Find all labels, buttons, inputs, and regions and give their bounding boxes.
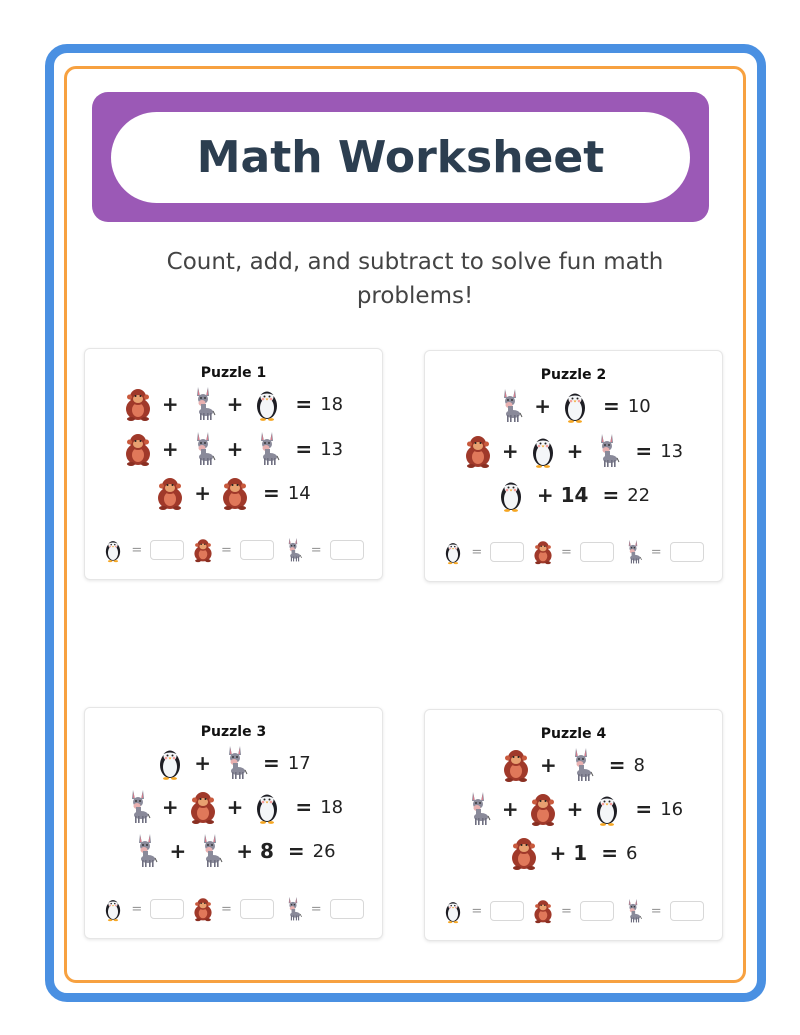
answer-item-monkey: [533, 898, 614, 924]
donkey-icon: [124, 789, 152, 825]
puzzle-card-2: [424, 350, 723, 582]
monkey-icon: [529, 791, 557, 827]
equation-row: [425, 833, 722, 873]
plus-operator: +: [161, 437, 179, 461]
monkey-icon: [533, 539, 553, 565]
equals-sign: =: [221, 542, 232, 558]
equation-result: 13: [320, 438, 344, 460]
plus-operator: +: [226, 795, 244, 819]
donkey-icon: [567, 747, 595, 783]
answer-input-monkey[interactable]: [580, 542, 614, 562]
equation-row: [85, 384, 382, 424]
answer-row: [85, 894, 382, 924]
penguin-icon: [529, 433, 557, 469]
plus-operator: +: [501, 797, 519, 821]
answer-item-penguin: [103, 896, 184, 922]
equation-row: [425, 745, 722, 785]
equals-sign: =: [561, 903, 572, 919]
equals-sign: =: [310, 901, 322, 917]
answer-input-donkey[interactable]: [670, 901, 704, 921]
puzzle-title: Puzzle 2: [540, 367, 607, 383]
answer-item-monkey: [533, 539, 614, 565]
plus-operator: +: [501, 439, 519, 463]
plus-operator: +: [169, 839, 187, 863]
constant-term: + 14: [536, 483, 589, 507]
puzzle-title: Puzzle 4: [540, 726, 607, 742]
equation-result: 8: [633, 754, 645, 776]
answer-item-donkey: [623, 898, 704, 924]
equation-result: 22: [627, 484, 651, 506]
equation-result: 14: [287, 482, 311, 504]
donkey-icon: [496, 388, 524, 424]
equals-sign: =: [635, 439, 653, 463]
equals-sign: =: [471, 544, 483, 560]
equation-row: [85, 831, 382, 871]
puzzle-card-1: [84, 348, 383, 580]
penguin-icon: [253, 386, 281, 422]
monkey-icon: [502, 747, 530, 783]
equation-row: [425, 475, 722, 515]
answer-item-donkey: [283, 537, 364, 563]
plus-operator: +: [194, 751, 212, 775]
equation-row: [425, 386, 722, 426]
equals-sign: =: [471, 903, 483, 919]
puzzle-title: Puzzle 1: [200, 365, 267, 381]
equals-sign: =: [263, 751, 280, 775]
title-pill: [111, 112, 690, 203]
penguin-icon: [497, 477, 525, 513]
answer-item-donkey: [283, 896, 364, 922]
plus-operator: +: [194, 481, 212, 505]
monkey-icon: [464, 433, 492, 469]
equation-result: 10: [627, 395, 651, 417]
page-subtitle: Count, add, and subtract to solve fun math problems!: [166, 249, 664, 309]
equals-sign: =: [635, 797, 653, 821]
constant-term: + 1: [549, 841, 588, 865]
equals-sign: =: [131, 542, 143, 558]
donkey-icon: [623, 539, 643, 565]
penguin-icon: [103, 537, 123, 563]
equals-sign: =: [650, 903, 662, 919]
equation-result: 16: [660, 798, 684, 820]
equals-sign: =: [608, 753, 626, 777]
donkey-icon: [221, 745, 249, 781]
monkey-icon: [510, 835, 538, 871]
monkey-icon: [193, 537, 213, 563]
equals-sign: =: [287, 839, 305, 863]
equals-sign: =: [603, 394, 620, 418]
penguin-icon: [443, 898, 463, 924]
penguin-icon: [253, 789, 281, 825]
answer-input-penguin[interactable]: [490, 901, 524, 921]
monkey-icon: [156, 475, 184, 511]
plus-operator: +: [540, 753, 557, 777]
answer-row: [425, 896, 722, 926]
puzzle-card-3: [84, 707, 383, 939]
equals-sign: =: [295, 392, 313, 416]
equation-result: 18: [320, 796, 344, 818]
equation-row: [85, 787, 382, 827]
plus-operator: +: [161, 392, 179, 416]
monkey-icon: [221, 475, 249, 511]
donkey-icon: [283, 537, 303, 563]
plus-operator: +: [226, 437, 244, 461]
penguin-icon: [593, 791, 621, 827]
donkey-icon: [623, 898, 643, 924]
answer-input-donkey[interactable]: [670, 542, 704, 562]
equals-sign: =: [650, 544, 662, 560]
plus-operator: +: [161, 795, 179, 819]
equals-sign: =: [221, 901, 232, 917]
answer-input-monkey[interactable]: [580, 901, 614, 921]
equation-result: 17: [287, 752, 311, 774]
monkey-icon: [124, 386, 152, 422]
answer-row: [425, 537, 722, 567]
penguin-icon: [156, 745, 184, 781]
puzzle-title: Puzzle 3: [200, 724, 267, 740]
answer-input-penguin[interactable]: [150, 540, 184, 560]
answer-item-penguin: [443, 898, 524, 924]
answer-item-penguin: [103, 537, 184, 563]
answer-row: [85, 535, 382, 565]
penguin-icon: [103, 896, 123, 922]
answer-input-monkey[interactable]: [240, 540, 274, 560]
penguin-icon: [561, 388, 589, 424]
answer-item-donkey: [623, 539, 704, 565]
equals-sign: =: [310, 542, 322, 558]
donkey-icon: [189, 431, 217, 467]
equation-result: 18: [320, 393, 344, 415]
donkey-icon: [189, 386, 217, 422]
penguin-icon: [443, 539, 463, 565]
equation-row: [425, 431, 722, 471]
equation-row: [85, 473, 382, 513]
answer-item-monkey: [193, 537, 274, 563]
plus-operator: +: [566, 797, 584, 821]
donkey-icon: [283, 896, 303, 922]
equals-sign: =: [295, 437, 313, 461]
monkey-icon: [193, 896, 213, 922]
donkey-icon: [253, 431, 281, 467]
monkey-icon: [124, 431, 152, 467]
donkey-icon: [196, 833, 224, 869]
equation-result: 26: [312, 840, 336, 862]
equation-row: [425, 789, 722, 829]
answer-item-monkey: [193, 896, 274, 922]
equals-sign: =: [131, 901, 143, 917]
equals-sign: =: [561, 544, 572, 560]
donkey-icon: [593, 433, 621, 469]
equation-result: 13: [660, 440, 684, 462]
monkey-icon: [533, 898, 553, 924]
answer-input-monkey[interactable]: [240, 899, 274, 919]
answer-input-donkey[interactable]: [330, 899, 364, 919]
equals-sign: =: [295, 795, 313, 819]
donkey-icon: [464, 791, 492, 827]
answer-input-penguin[interactable]: [150, 899, 184, 919]
puzzle-card-4: [424, 709, 723, 941]
monkey-icon: [189, 789, 217, 825]
page-title: Math Worksheet: [196, 132, 605, 183]
donkey-icon: [131, 833, 159, 869]
answer-input-donkey[interactable]: [330, 540, 364, 560]
equation-row: [85, 429, 382, 469]
plus-operator: +: [226, 392, 244, 416]
plus-operator: +: [566, 439, 584, 463]
constant-term: + 8: [236, 839, 274, 863]
title-banner: [92, 92, 709, 222]
plus-operator: +: [534, 394, 552, 418]
equals-sign: =: [602, 483, 620, 507]
equals-sign: =: [263, 481, 280, 505]
equals-sign: =: [601, 841, 618, 865]
equation-result: 6: [625, 842, 638, 864]
equation-row: [85, 743, 382, 783]
answer-item-penguin: [443, 539, 524, 565]
answer-input-penguin[interactable]: [490, 542, 524, 562]
